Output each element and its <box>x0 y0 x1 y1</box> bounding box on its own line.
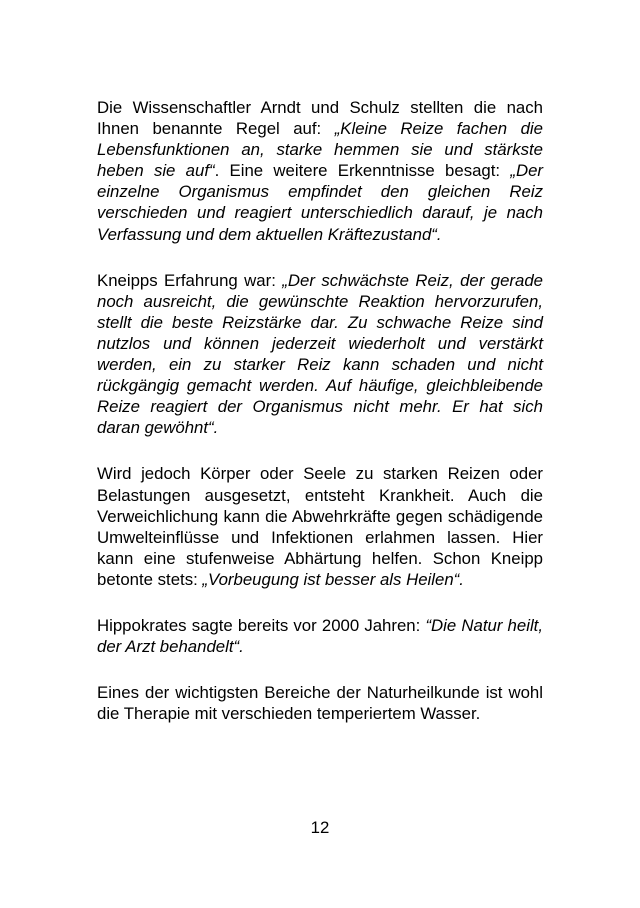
text-segment: Wird jedoch Körper oder Seele zu starken Reizen oder Belastungen ausgesetzt, entsteht Krankheit. Auch die Verweichlichung kann die Abwehrkräfte gegen schädigende Umwelteinflüsse und Infektionen erlahmen lassen. Hier kann eine stufenweise Abhärtung helfen. Schon Kneipp betonte stets: <box>97 464 543 589</box>
text-segment: Hippokrates sagte bereits vor 2000 Jahren: <box>97 615 426 635</box>
quote-segment: “Die Natur heilt, der Arzt behandelt“. <box>97 615 543 657</box>
page-body <box>97 97 543 724</box>
page-number: 12 <box>310 818 330 837</box>
text-segment: . Eine weitere Erkenntnisse besagt: <box>214 161 511 181</box>
text-segment: Kneipps Erfahrung war: <box>97 270 283 290</box>
paragraph-arndt-schulz <box>97 97 543 245</box>
paragraph-hippokrates <box>97 615 543 657</box>
quote-segment: „Der schwächste Reiz, der gerade noch ausreicht, die gewünschte Reaktion hervorzurufen, stellt die beste Reizstärke dar. Zu schwache Reize sind nutzlos und können jederzeit wiederholt und verstärkt werden, ein zu starker Reiz kann schaden und nicht rückgängig gemacht werden. Auf häufige, gleichbleibende Reize reagiert der Organismus nicht mehr. Er hat sich daran gewöhnt“. <box>97 270 543 438</box>
paragraph-kneipp-experience <box>97 270 543 439</box>
paragraph-water-therapy <box>97 682 543 724</box>
text-segment: Die Wissenschaftler Arndt und Schulz stellten die nach Ihnen benannte Regel auf: <box>97 98 543 139</box>
text-segment: Eines der wichtigsten Bereiche der Naturheilkunde ist wohl die Therapie mit verschieden temperiertem Wasser. <box>97 683 543 724</box>
quote-segment: „Vorbeugung ist besser als Heilen“. <box>202 569 464 589</box>
paragraph-illness <box>97 463 543 590</box>
quote-segment: „Kleine Reize fachen die Lebensfunktionen an, starke hemmen sie und stärkste heben sie auf“ <box>97 119 543 181</box>
quote-segment: „Der einzelne Organismus empfindet den gleichen Reiz verschieden und reagiert unterschiedlich darauf, je nach Verfassung und dem aktuellen Kräftezustand“. <box>97 161 544 244</box>
